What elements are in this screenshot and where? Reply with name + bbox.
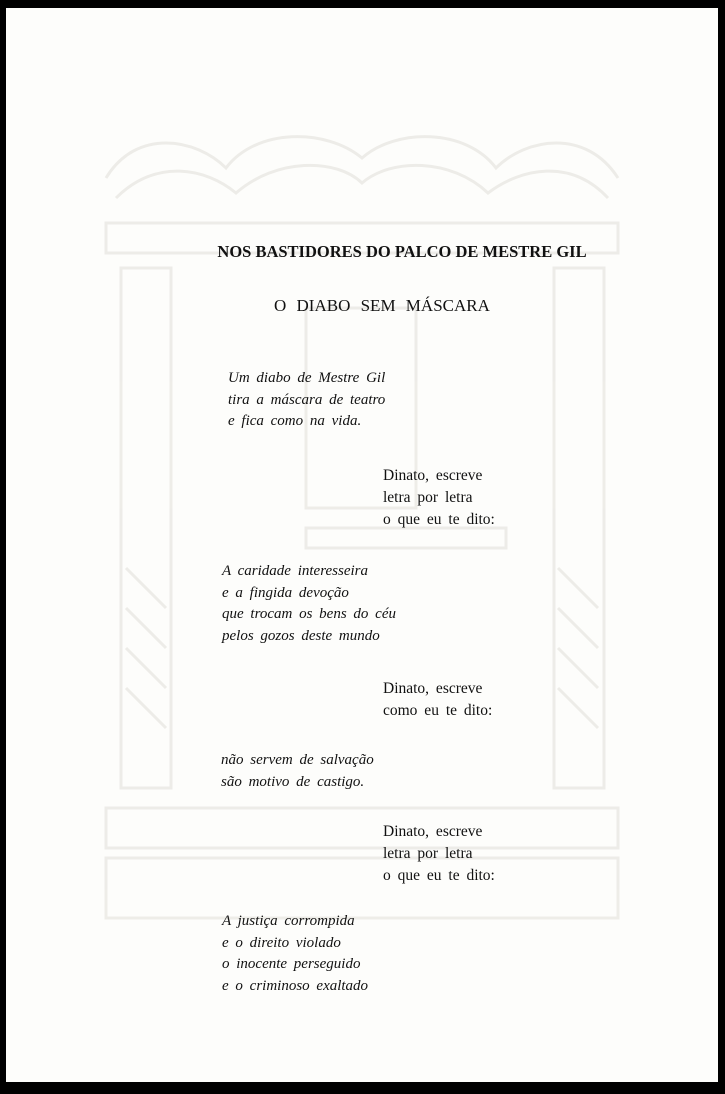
refrain-3 — [383, 821, 495, 887]
stanza-3 — [221, 750, 374, 793]
refrain-line: letra por letra — [383, 489, 473, 506]
page-subtitle: O DIABO SEM MÁSCARA — [274, 296, 490, 315]
verse-line: A caridade interesseira — [222, 563, 368, 579]
verse-line: pelos gozos deste mundo — [222, 627, 380, 644]
verse-line: e a fingida devoção — [222, 584, 349, 601]
verse-line: A justiça corrompida — [222, 913, 355, 929]
verse-line: não servem de salvação — [221, 752, 374, 768]
refrain-line: como eu te dito: — [383, 702, 493, 719]
refrain-line: Dinato, escreve — [383, 680, 483, 697]
refrain-line: o que eu te dito: — [383, 511, 495, 528]
refrain-line: o que eu te dito: — [383, 867, 495, 884]
verse-line: e fica como na vida. — [228, 413, 362, 429]
verse-line: tira a máscara de teatro — [228, 391, 386, 408]
verse-line: são motivo de castigo. — [221, 773, 365, 790]
page-title: NOS BASTIDORES DO PALCO DE MESTRE GIL — [217, 242, 587, 261]
verse-line: e o criminoso exaltado — [222, 977, 369, 994]
refrain-line: Dinato, escreve — [383, 823, 483, 840]
verse-line: Um diabo de Mestre Gil — [228, 370, 386, 386]
verse-line: e o direito violado — [222, 934, 341, 951]
title-block — [192, 242, 612, 262]
stanza-2 — [222, 561, 396, 647]
refrain-line: letra por letra — [383, 845, 473, 862]
document-page — [6, 8, 718, 1082]
verse-line: que trocam os bens do céu — [222, 606, 396, 622]
verse-line: o inocente perseguido — [222, 956, 361, 972]
refrain-1 — [383, 465, 495, 531]
stanza-1 — [228, 368, 385, 433]
refrain-2 — [383, 678, 492, 722]
refrain-line: Dinato, escreve — [383, 467, 483, 484]
stanza-4 — [222, 911, 368, 997]
